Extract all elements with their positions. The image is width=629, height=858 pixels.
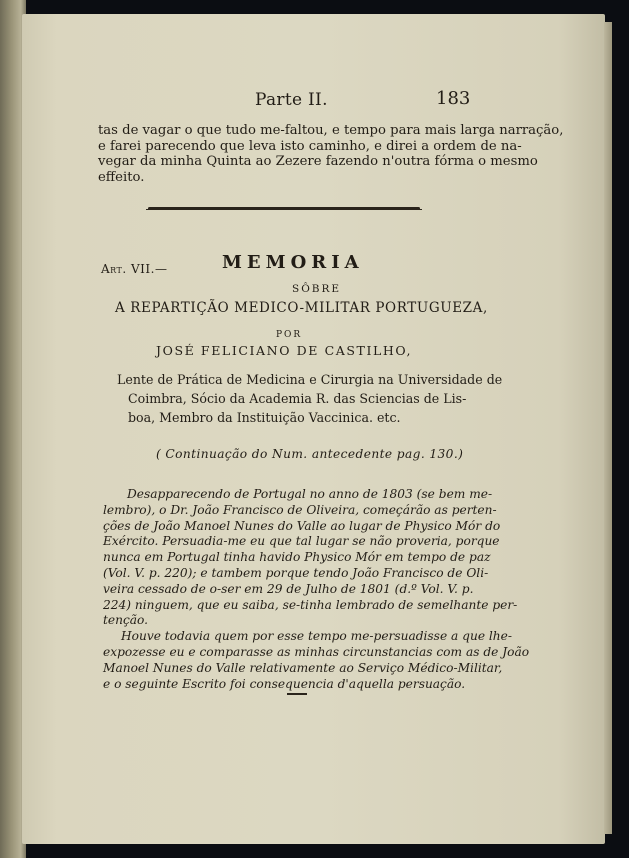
credentials-line: boa, Membro da Instituição Vaccinica. etc. — [128, 410, 401, 425]
intro-line: e farei parecendo que leva isto caminho, e direi a ordem de na- — [98, 138, 522, 154]
page-stack-edge — [604, 22, 612, 834]
body-paragraphs — [103, 487, 530, 692]
article-label: Art. VII.— — [101, 262, 168, 276]
credentials-line: Lente de Prática de Medicina e Cirurgia na Universidade de — [117, 372, 503, 387]
body-line: Desapparecendo de Portugal no anno de 1803 (se bem me- — [127, 487, 493, 501]
body-line: tenção. — [103, 613, 149, 628]
credentials-line: Coimbra, Sócio da Academia R. das Sciencias de Lis- — [128, 391, 467, 406]
section-divider-rule — [148, 207, 420, 210]
end-dash — [287, 693, 307, 695]
body-line: ções de João Manoel Nunes do Valle ao lugar de Physico Mór do — [103, 518, 501, 533]
body-line: lembro), o Dr. João Francisco de Oliveira, começárão as perten- — [103, 502, 497, 517]
intro-line: tas de vagar o que tudo me-faltou, e tempo para mais larga narração, — [98, 123, 564, 138]
article-title: MEMORIA — [222, 252, 364, 273]
body-line: veira cessado de o-ser em 29 de Julho de 1801 (d.º Vol. V. p. — [103, 581, 474, 596]
intro-paragraph — [98, 123, 564, 185]
article-subject: A REPARTIÇÃO MEDICO-MILITAR PORTUGUEZA, — [115, 300, 488, 316]
intro-line: vegar da minha Quinta ao Zezere fazendo n'outra fórma o mesmo — [98, 154, 538, 170]
intro-line: effeito. — [98, 169, 145, 185]
body-line: (Vol. V. p. 220); e tambem porque tendo João Francisco de Oli- — [103, 565, 489, 580]
body-line: Exército. Persuadia-me eu que tal lugar se não proveria, porque — [103, 534, 500, 549]
page-number: 183 — [436, 88, 471, 109]
body-line: e o seguinte Escrito foi consequencia d'aquella persuação. — [103, 676, 466, 691]
article-por: POR — [276, 330, 303, 340]
body-line: expozesse eu e comparasse as minhas circunstancias com as de João — [103, 644, 530, 659]
article-author: JOSÉ FELICIANO DE CASTILHO, — [156, 343, 413, 358]
body-line: Manoel Nunes do Valle relativamente ao Serviço Médico-Militar, — [103, 660, 503, 675]
running-head: Parte II. — [255, 90, 328, 110]
body-line: Houve todavia quem por esse tempo me-persuadisse a que lhe- — [121, 629, 512, 644]
continuation-note: ( Continuação do Num. antecedente pag. 130.) — [156, 447, 464, 461]
author-credentials — [117, 370, 503, 427]
body-line: nunca em Portugal tinha havido Physico Mór em tempo de paz — [103, 550, 491, 565]
body-line: 224) ninguem, que eu saiba, se-tinha lembrado de semelhante per- — [103, 597, 518, 612]
article-sobre: SÔBRE — [292, 283, 342, 295]
